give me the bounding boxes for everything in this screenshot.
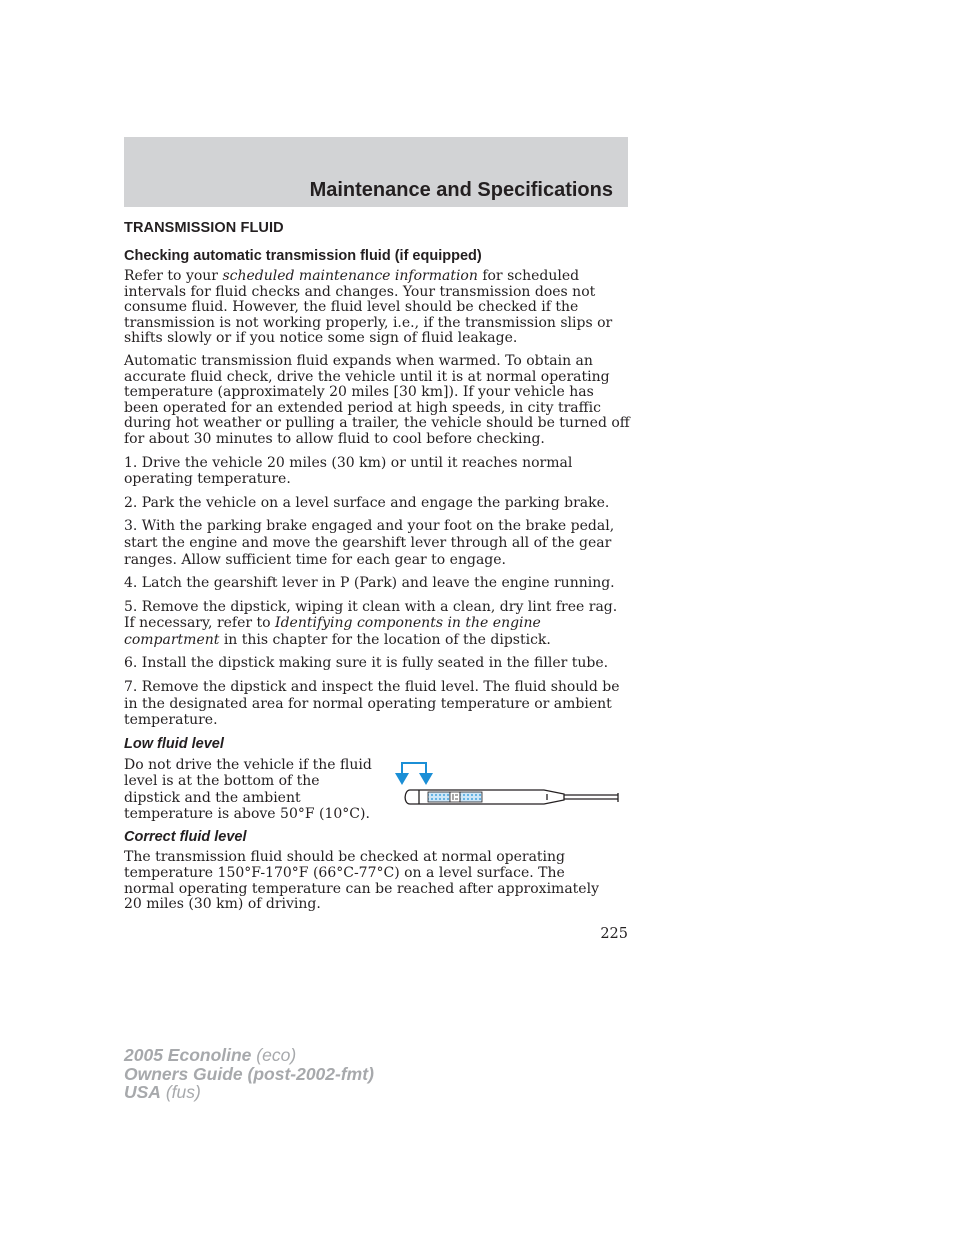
dipstick-icon <box>394 757 624 813</box>
step-4: 4. Latch the gearshift lever in P (Park) and leave the engine running. <box>124 575 615 592</box>
step-2: 2. Park the vehicle on a level surface and engage the parking brake. <box>124 494 610 511</box>
step-3: 3. With the parking brake engaged and your foot on the brake pedal, start the engine and move the gearshift lever through all of the gear ranges. Allow sufficient time for each gear to engage. <box>124 518 615 568</box>
intro-paragraph: Refer to your scheduled maintenance information for scheduled intervals for fluid checks and changes. Your transmission does not consume fluid. However, the fluid level should be checked if the transmission is not working properly, i.e., if the transmission slips or shifts slowly or if you notice some sign of fluid leakage. <box>124 268 613 347</box>
step-5: 5. Remove the dipstick, wiping it clean with a clean, dry lint free rag. If necessary, refer to Identifying components in the engine compartment in this chapter for the location of the dipstick. <box>124 598 618 648</box>
low-fluid-heading: Low fluid level <box>124 735 224 752</box>
document-footer <box>124 1046 374 1102</box>
section-header-band <box>124 137 628 207</box>
footer-line-model: 2005 Econoline (eco) <box>124 1045 297 1065</box>
page-content <box>124 220 630 920</box>
maintenance-info-reference: scheduled maintenance information <box>222 268 478 284</box>
step-1: 1. Drive the vehicle 20 miles (30 km) or until it reaches normal operating temperature. <box>124 454 573 488</box>
low-fluid-block <box>124 757 630 823</box>
low-fluid-text: Do not drive the vehicle if the fluid level is at the bottom of the dipstick and the ambient temperature is above 50°F (10°C). <box>124 756 372 823</box>
correct-fluid-text: The transmission fluid should be checked at normal operating temperature 150°F-170°F (66°C-77°C) on a level surface. The normal operating temperature can be reached after approximately 20 miles (30 km) of driving. <box>124 849 599 913</box>
dipstick-illustration <box>394 757 624 813</box>
page-number: 225 <box>600 926 628 942</box>
footer-line-guide: Owners Guide (post-2002-fmt) <box>124 1063 374 1084</box>
fluid-expansion-paragraph: Automatic transmission fluid expands when warmed. To obtain an accurate fluid check, drive the vehicle until it is at normal operating temperature (approximately 20 miles [30 km]). If your vehicle has been operated for an extended period at high speeds, in city traffic during hot weather or pulling a trailer, the vehicle should be turned off for about 30 minutes to allow fluid to cool before checking. <box>124 352 630 447</box>
step-6: 6. Install the dipstick making sure it is fully seated in the filler tube. <box>124 655 609 672</box>
correct-fluid-heading: Correct fluid level <box>124 829 247 846</box>
footer-line-market: USA (fus) <box>124 1082 201 1102</box>
section-heading: TRANSMISSION FLUID <box>124 220 284 236</box>
step-7: 7. Remove the dipstick and inspect the fluid level. The fluid should be in the designated area for normal operating temperature or ambient temperature. <box>124 679 620 729</box>
section-header-title: Maintenance and Specifications <box>309 179 613 201</box>
engine-compartment-reference: Identifying components in the engine compartment <box>124 615 541 648</box>
subheading-checking-fluid: Checking automatic transmission fluid (if equipped) <box>124 248 482 264</box>
